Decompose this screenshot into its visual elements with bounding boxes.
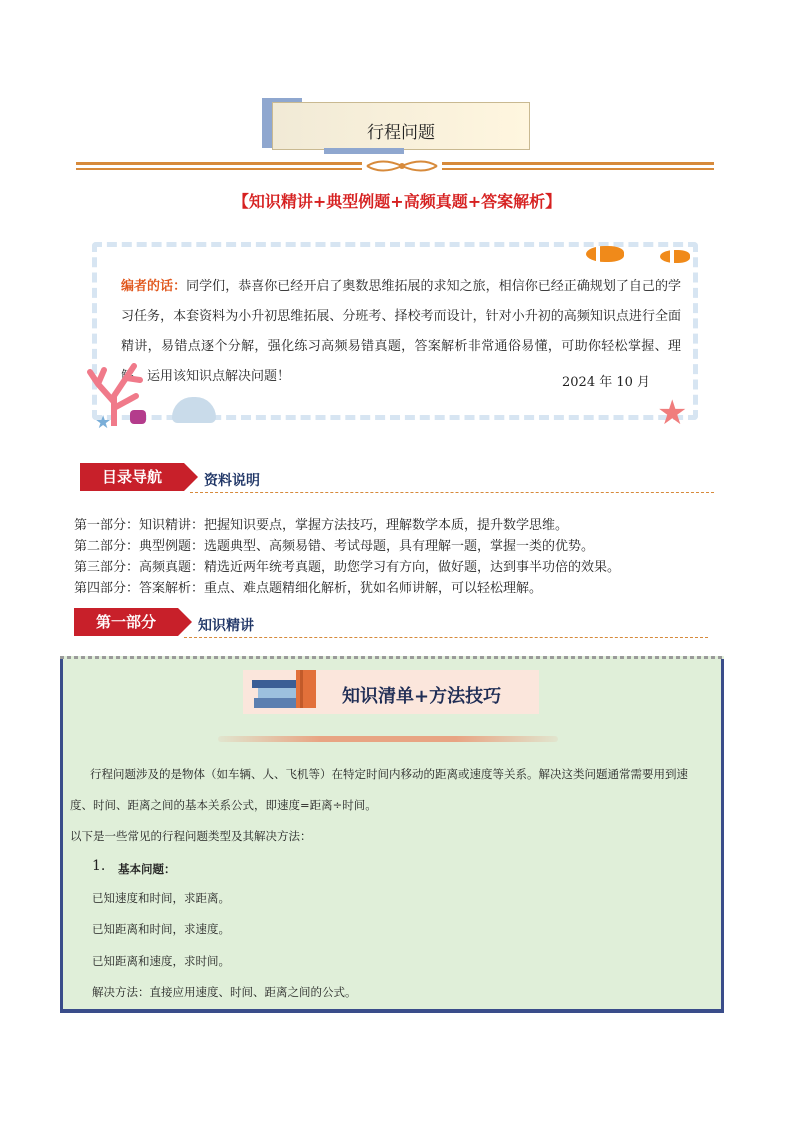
panel-paragraph: 以下是一些常见的行程问题类型及其解决方法： xyxy=(70,829,312,843)
ornament-icon xyxy=(362,157,442,175)
item-title: 基本问题： xyxy=(118,862,176,876)
section-title-toc: 资料说明 xyxy=(204,473,260,489)
books-icon xyxy=(252,668,318,712)
panel-line: 已知距离和时间，求速度。 xyxy=(92,922,230,936)
section-divider xyxy=(190,492,714,493)
coral-icon xyxy=(82,362,152,426)
toc-item: 第一部分：知识精讲：把握知识要点，掌握方法技巧，理解数学本质，提升数学思维。 xyxy=(74,518,569,533)
page-title: 行程问题 xyxy=(367,123,435,143)
editor-date: 2024 年 10 月 xyxy=(562,375,651,390)
section-title-part1: 知识精讲 xyxy=(198,618,254,634)
starfish-icon: ★ xyxy=(657,393,688,433)
section-divider xyxy=(184,637,708,638)
section-tag-part1: 第一部分 xyxy=(74,608,178,636)
panel-line: 已知距离和速度，求时间。 xyxy=(92,954,230,968)
panel-banner-title: 知识清单+方法技巧 xyxy=(342,686,502,707)
brush-stroke-divider xyxy=(218,736,558,742)
subtitle: 【知识精讲+典型例题+高频真题+答案解析】 xyxy=(232,192,562,211)
item-number: 1. xyxy=(92,858,106,874)
title-banner xyxy=(262,98,528,154)
clownfish-icon xyxy=(586,246,624,262)
panel-line: 解决方法：直接应用速度、时间、距离之间的公式。 xyxy=(92,985,357,999)
toc-list xyxy=(74,515,620,599)
banner-main-panel xyxy=(272,102,530,150)
toc-item: 第四部分：答案解析：重点、难点题精细化解析，犹如名师讲解，可以轻松理解。 xyxy=(74,581,543,596)
toc-item: 第三部分：高频真题：精选近两年统考真题，助您学习有方向，做好题，达到事半功倍的效果。 xyxy=(74,560,621,575)
clownfish-icon xyxy=(660,250,690,263)
editor-note-lead: 编者的话： xyxy=(121,279,187,294)
panel-line: 已知速度和时间，求距离。 xyxy=(92,891,230,905)
section-tag-toc: 目录导航 xyxy=(80,463,184,491)
small-starfish-icon: ★ xyxy=(95,412,112,433)
panel-paragraph-line: 度、时间、距离之间的基本关系公式，即速度=距离÷时间。 xyxy=(70,798,377,812)
toc-item: 第二部分：典型例题：选题典型、高频易错、考试母题，具有理解一题，掌握一类的优势。 xyxy=(74,539,595,554)
banner-tab xyxy=(324,148,404,154)
editor-note-body: 同学们，恭喜你已经开启了奥数思维拓展的求知之旅，相信你已经正确规划了自己的学习任务，本套资料为小升初思维拓展、分班考、择校考而设计，针对小升初的高频知识点进行全面精讲，易错点逐个分解，强化练习高频易错真题，答案解析非常通俗易懂，可助你轻松掌握、理解、运用该知识点解决问题！ xyxy=(121,279,681,384)
panel-paragraph-line: 行程问题涉及的是物体（如车辆、人、飞机等）在特定时间内移动的距离或速度等关系。解决这类问题通常需要用到速 xyxy=(90,767,688,781)
